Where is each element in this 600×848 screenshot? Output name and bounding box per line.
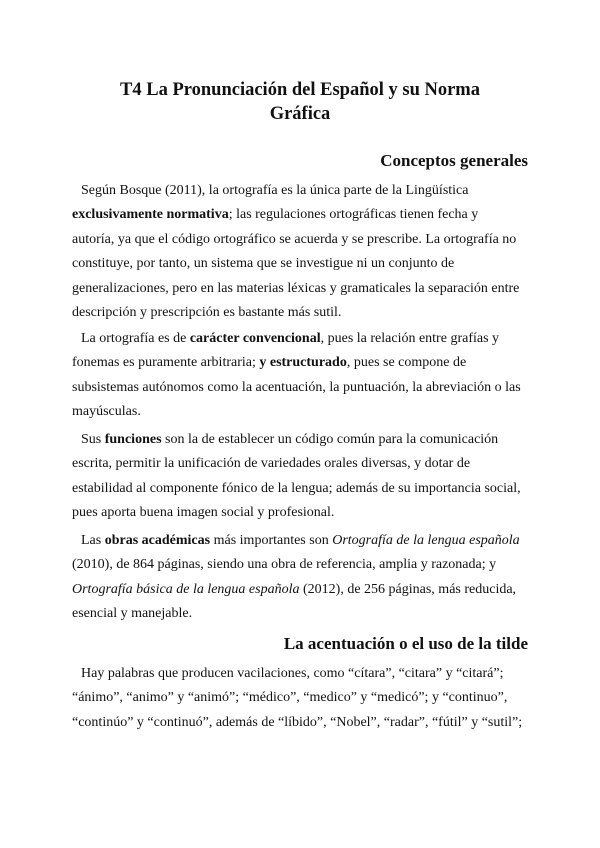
p4-line-3-rest: (2012), de 256 páginas, más reducida, [299,581,517,597]
p2-line-4: mayúsculas. [72,404,141,420]
p3-line-1-a: Sus [81,432,105,447]
title-line-1: T4 La Pronunciación del Español y su Norma [120,80,480,100]
p3-line-3: estabilidad al componente fónico de la lengua; además de su importancia social, [72,480,521,496]
p1-line-3: autoría, ya que el código ortográfico se acuerda y se prescribe. La ortografía no [72,231,517,247]
p3-line-1-b: son la de establecer un código común para la comunicación [161,432,499,447]
p5-line-1: Hay palabras que producen vacilaciones, como “cítara”, “citara” y “citará”; [81,666,504,681]
p2-line-1-a: La ortografía es de [81,331,190,346]
p4-line-1 [72,529,528,553]
paragraph-caracter [72,327,528,425]
p4-bold-obras: obras académicas [104,533,211,548]
p1-line-5: generalizaciones, pero en las materias léxicas y gramaticales la separación entre [72,280,520,296]
paragraph-bosque [72,179,528,325]
paragraph-obras [72,529,528,627]
p2-line-2-a: fonemas es puramente arbitraria; [72,355,260,371]
p1-bold-term: exclusivamente normativa [72,207,229,223]
p2-line-3: subsistemas autónomos como la acentuación, la puntuación, la abreviación o las [72,379,521,395]
document-title [70,74,530,123]
p1-line-1: Según Bosque (2011), la ortografía es la única parte de la Lingüística [81,183,469,198]
p2-line-2-b: , pues se compone de [346,355,467,371]
paragraph-vacilaciones [72,662,528,735]
p5-line-3: “continúo” y “continuó”, además de “líbido”, “Nobel”, “radar”, “fútil” y “sutil”; [72,714,523,730]
p4-line-2: (2010), de 864 páginas, siendo una obra de referencia, amplia y razonada; y [72,557,497,573]
p4-italic-ortografia: Ortografía de la lengua española [332,533,520,548]
p2-bold-convencional: carácter convencional [189,331,321,346]
p2-bold-estructurado: y estructurado [259,355,347,371]
section-heading-acentuacion: La acentuación o el uso de la tilde [283,634,528,653]
paragraph-funciones [72,428,528,526]
p3-line-1 [72,428,528,452]
p4-line-1-b: más importantes son [210,533,333,548]
p4-line-4: esencial y manejable. [72,606,193,622]
p1-line-6: descripción y prescripción es bastante más sutil. [72,304,342,320]
title-line-2: Gráfica [269,104,331,125]
p2-line-1 [72,327,528,351]
p4-italic-ortografia-basica: Ortografía básica de la lengua española [72,581,300,597]
p3-line-4: pues aporta buena imagen social y profesional. [72,505,335,521]
p2-line-1-b: , pues la relación entre grafías y [320,331,500,346]
p3-line-2: escrita, permitir la unificación de variedades orales diversas, y dotar de [72,456,471,472]
p1-line-2-rest: ; las regulaciones ortográficas tienen fecha y [228,207,479,223]
p2-line-2 [72,351,528,375]
p1-line-4: constituye, por tanto, un sistema que se investigue ni un conjunto de [72,256,455,272]
p4-line-1-a: Las [81,533,105,548]
p1-line-2 [72,203,528,227]
section-heading-conceptos: Conceptos generales [380,151,528,170]
p4-line-3 [72,578,528,602]
p5-line-2: “ánimo”, “animo” y “animó”; “médico”, “medico” y “medicó”; y “continuo”, [72,690,508,706]
p3-bold-funciones: funciones [104,432,162,447]
